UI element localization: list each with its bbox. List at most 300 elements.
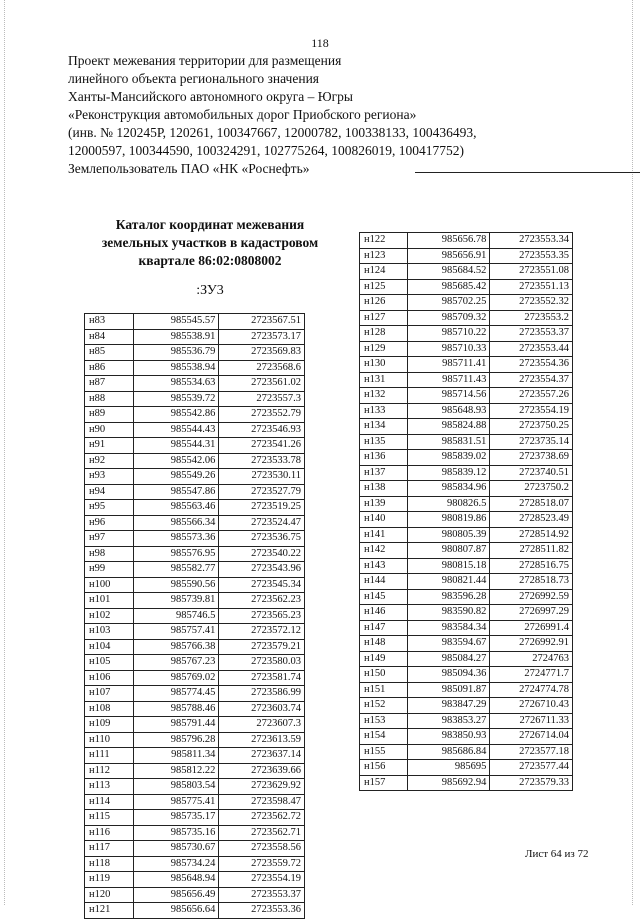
x-coordinate-cell: 985735.16 (134, 825, 219, 841)
table-row (360, 620, 573, 636)
table-row (360, 372, 573, 388)
y-coordinate-cell: 2723546.93 (219, 422, 305, 438)
x-coordinate-cell: 985648.93 (408, 403, 490, 419)
point-id-cell: н132 (360, 388, 408, 404)
table-row (360, 543, 573, 559)
point-id-cell: н139 (360, 496, 408, 512)
y-coordinate-cell: 2723586.99 (219, 686, 305, 702)
catalog-title (60, 216, 360, 270)
x-coordinate-cell: 985746.5 (134, 608, 219, 624)
point-id-cell: н126 (360, 295, 408, 311)
x-coordinate-cell: 985714.56 (408, 388, 490, 404)
x-coordinate-cell: 985831.51 (408, 434, 490, 450)
y-coordinate-cell: 2723573.17 (219, 329, 305, 345)
y-coordinate-cell: 2723536.75 (219, 531, 305, 547)
table-row (85, 748, 305, 764)
table-row (85, 639, 305, 655)
x-coordinate-cell: 983853.27 (408, 713, 490, 729)
point-id-cell: н84 (85, 329, 134, 345)
y-coordinate-cell: 2723561.02 (219, 376, 305, 392)
table-row (360, 326, 573, 342)
table-row (360, 248, 573, 264)
y-coordinate-cell: 2723738.69 (490, 450, 573, 466)
x-coordinate-cell: 980819.86 (408, 512, 490, 528)
point-id-cell: н92 (85, 453, 134, 469)
y-coordinate-cell: 2728514.92 (490, 527, 573, 543)
y-coordinate-cell: 2723603.74 (219, 701, 305, 717)
y-coordinate-cell: 2723551.08 (490, 264, 573, 280)
y-coordinate-cell: 2723552.32 (490, 295, 573, 311)
point-id-cell: н133 (360, 403, 408, 419)
x-coordinate-cell: 985538.91 (134, 329, 219, 345)
x-coordinate-cell: 985735.17 (134, 810, 219, 826)
point-id-cell: н147 (360, 620, 408, 636)
table-row (85, 732, 305, 748)
y-coordinate-cell: 2723568.6 (219, 360, 305, 376)
x-coordinate-cell: 985710.33 (408, 341, 490, 357)
x-coordinate-cell: 985803.54 (134, 779, 219, 795)
point-id-cell: н89 (85, 407, 134, 423)
y-coordinate-cell: 2723580.03 (219, 655, 305, 671)
catalog-title-line: земельных участков в кадастровом (101, 235, 319, 250)
x-coordinate-cell: 985824.88 (408, 419, 490, 435)
point-id-cell: н90 (85, 422, 134, 438)
x-coordinate-cell: 985536.79 (134, 345, 219, 361)
table-row (85, 531, 305, 547)
y-coordinate-cell: 2723581.74 (219, 670, 305, 686)
x-coordinate-cell: 985775.41 (134, 794, 219, 810)
x-coordinate-cell: 985811.34 (134, 748, 219, 764)
table-row (360, 295, 573, 311)
x-coordinate-cell: 985730.67 (134, 841, 219, 857)
table-row (85, 500, 305, 516)
x-coordinate-cell: 983850.93 (408, 729, 490, 745)
x-coordinate-cell: 983594.67 (408, 636, 490, 652)
point-id-cell: н118 (85, 856, 134, 872)
x-coordinate-cell: 985547.86 (134, 484, 219, 500)
y-coordinate-cell: 2723553.37 (490, 326, 573, 342)
y-coordinate-cell: 2723629.92 (219, 779, 305, 795)
point-id-cell: н97 (85, 531, 134, 547)
point-id-cell: н104 (85, 639, 134, 655)
point-id-cell: н128 (360, 326, 408, 342)
point-id-cell: н114 (85, 794, 134, 810)
x-coordinate-cell: 985656.64 (134, 903, 219, 919)
x-coordinate-cell: 985791.44 (134, 717, 219, 733)
table-row (360, 434, 573, 450)
y-coordinate-cell: 2723554.36 (490, 357, 573, 373)
table-row (85, 360, 305, 376)
coordinates-table-right (359, 232, 573, 791)
point-id-cell: н157 (360, 775, 408, 791)
x-coordinate-cell: 985711.43 (408, 372, 490, 388)
point-id-cell: н129 (360, 341, 408, 357)
table-row (85, 562, 305, 578)
table-row (360, 450, 573, 466)
table-row (360, 589, 573, 605)
y-coordinate-cell: 2728511.82 (490, 543, 573, 559)
table-row (360, 744, 573, 760)
x-coordinate-cell: 985710.22 (408, 326, 490, 342)
table-row (85, 763, 305, 779)
y-coordinate-cell: 2723530.11 (219, 469, 305, 485)
table-row (85, 593, 305, 609)
y-coordinate-cell: 2723569.83 (219, 345, 305, 361)
header-line: линейного объекта регионального значения (68, 71, 320, 86)
table-row (360, 419, 573, 435)
point-id-cell: н148 (360, 636, 408, 652)
x-coordinate-cell: 985538.94 (134, 360, 219, 376)
x-coordinate-cell: 980826.5 (408, 496, 490, 512)
table-row (360, 682, 573, 698)
point-id-cell: н144 (360, 574, 408, 590)
y-coordinate-cell: 2723558.56 (219, 841, 305, 857)
x-coordinate-cell: 985534.63 (134, 376, 219, 392)
y-coordinate-cell: 2723557.26 (490, 388, 573, 404)
x-coordinate-cell: 985684.52 (408, 264, 490, 280)
x-coordinate-cell: 985563.46 (134, 500, 219, 516)
header-underline (415, 172, 640, 173)
header-line: «Реконструкция автомобильных дорог Приобского региона» (68, 107, 417, 122)
x-coordinate-cell: 985739.81 (134, 593, 219, 609)
point-id-cell: н124 (360, 264, 408, 280)
y-coordinate-cell: 2728516.75 (490, 558, 573, 574)
y-coordinate-cell: 2726992.91 (490, 636, 573, 652)
point-id-cell: н150 (360, 667, 408, 683)
y-coordinate-cell: 2723740.51 (490, 465, 573, 481)
table-row (85, 841, 305, 857)
table-row (360, 574, 573, 590)
x-coordinate-cell: 985834.96 (408, 481, 490, 497)
x-coordinate-cell: 985796.28 (134, 732, 219, 748)
point-id-cell: н146 (360, 605, 408, 621)
table-row (360, 698, 573, 714)
x-coordinate-cell: 985656.78 (408, 233, 490, 249)
x-coordinate-cell: 985692.94 (408, 775, 490, 791)
x-coordinate-cell: 985767.23 (134, 655, 219, 671)
x-coordinate-cell: 983584.34 (408, 620, 490, 636)
table-row (85, 329, 305, 345)
point-id-cell: н93 (85, 469, 134, 485)
y-coordinate-cell: 2723553.2 (490, 310, 573, 326)
x-coordinate-cell: 985774.45 (134, 686, 219, 702)
x-coordinate-cell: 985084.27 (408, 651, 490, 667)
y-coordinate-cell: 2728518.07 (490, 496, 573, 512)
y-coordinate-cell: 2723562.72 (219, 810, 305, 826)
point-id-cell: н116 (85, 825, 134, 841)
y-coordinate-cell: 2723579.21 (219, 639, 305, 655)
catalog-title-line: квартале 86:02:0808002 (138, 253, 282, 268)
point-id-cell: н134 (360, 419, 408, 435)
table-row (85, 701, 305, 717)
y-coordinate-cell: 2723554.19 (490, 403, 573, 419)
y-coordinate-cell: 2723543.96 (219, 562, 305, 578)
point-id-cell: н138 (360, 481, 408, 497)
x-coordinate-cell: 983847.29 (408, 698, 490, 714)
point-id-cell: н117 (85, 841, 134, 857)
point-id-cell: н94 (85, 484, 134, 500)
point-id-cell: н100 (85, 577, 134, 593)
point-id-cell: н115 (85, 810, 134, 826)
point-id-cell: н103 (85, 624, 134, 640)
point-id-cell: н108 (85, 701, 134, 717)
coordinates-table-left (84, 313, 305, 919)
table-row (85, 546, 305, 562)
x-coordinate-cell: 985685.42 (408, 279, 490, 295)
y-coordinate-cell: 2724774.78 (490, 682, 573, 698)
point-id-cell: н99 (85, 562, 134, 578)
x-coordinate-cell: 985648.94 (134, 872, 219, 888)
table-row (360, 481, 573, 497)
y-coordinate-cell: 2723553.36 (219, 903, 305, 919)
table-row (360, 403, 573, 419)
y-coordinate-cell: 2723562.71 (219, 825, 305, 841)
y-coordinate-cell: 2723750.2 (490, 481, 573, 497)
point-id-cell: н125 (360, 279, 408, 295)
point-id-cell: н105 (85, 655, 134, 671)
table-row (85, 655, 305, 671)
point-id-cell: н131 (360, 372, 408, 388)
table-row (85, 872, 305, 888)
point-id-cell: н145 (360, 589, 408, 605)
point-id-cell: н83 (85, 314, 134, 330)
point-id-cell: н121 (85, 903, 134, 919)
table-row (85, 314, 305, 330)
x-coordinate-cell: 985766.38 (134, 639, 219, 655)
y-coordinate-cell: 2723735.14 (490, 434, 573, 450)
x-coordinate-cell: 980805.39 (408, 527, 490, 543)
y-coordinate-cell: 2723607.3 (219, 717, 305, 733)
table-row (360, 667, 573, 683)
y-coordinate-cell: 2723533.78 (219, 453, 305, 469)
point-id-cell: н85 (85, 345, 134, 361)
x-coordinate-cell: 985656.91 (408, 248, 490, 264)
point-id-cell: н95 (85, 500, 134, 516)
y-coordinate-cell: 2723554.19 (219, 872, 305, 888)
y-coordinate-cell: 2723637.14 (219, 748, 305, 764)
y-coordinate-cell: 2724771.7 (490, 667, 573, 683)
point-id-cell: н109 (85, 717, 134, 733)
x-coordinate-cell: 983596.28 (408, 589, 490, 605)
y-coordinate-cell: 2726710.43 (490, 698, 573, 714)
header-line: Проект межевания территории для размещения (68, 53, 342, 68)
x-coordinate-cell: 985686.84 (408, 744, 490, 760)
table-row (85, 887, 305, 903)
table-row (85, 345, 305, 361)
point-id-cell: н153 (360, 713, 408, 729)
catalog-title-line: Каталог координат межевания (115, 217, 305, 232)
table-row (85, 453, 305, 469)
point-id-cell: н154 (360, 729, 408, 745)
table-row (85, 717, 305, 733)
point-id-cell: н88 (85, 391, 134, 407)
point-id-cell: н130 (360, 357, 408, 373)
table-row (85, 825, 305, 841)
table-row (360, 341, 573, 357)
table-row (85, 422, 305, 438)
y-coordinate-cell: 2723613.59 (219, 732, 305, 748)
y-coordinate-cell: 2723519.25 (219, 500, 305, 516)
table-row (360, 512, 573, 528)
point-id-cell: н112 (85, 763, 134, 779)
x-coordinate-cell: 985542.86 (134, 407, 219, 423)
x-coordinate-cell: 985544.31 (134, 438, 219, 454)
x-coordinate-cell: 985590.56 (134, 577, 219, 593)
point-id-cell: н155 (360, 744, 408, 760)
header-line: (инв. № 120245Р, 120261, 100347667, 12000782, 100338133, 100436493, (68, 125, 477, 140)
point-id-cell: н119 (85, 872, 134, 888)
table-row (360, 527, 573, 543)
point-id-cell: н101 (85, 593, 134, 609)
y-coordinate-cell: 2723553.34 (490, 233, 573, 249)
x-coordinate-cell: 985094.36 (408, 667, 490, 683)
x-coordinate-cell: 985544.43 (134, 422, 219, 438)
point-id-cell: н122 (360, 233, 408, 249)
y-coordinate-cell: 2723567.51 (219, 314, 305, 330)
y-coordinate-cell: 2723552.79 (219, 407, 305, 423)
table-row (360, 465, 573, 481)
x-coordinate-cell: 985539.72 (134, 391, 219, 407)
sheet-footer: Лист 64 из 72 (525, 848, 589, 860)
header-line: 12000597, 100344590, 100324291, 102775264, 100826019, 100417752) (68, 143, 464, 158)
point-id-cell: н141 (360, 527, 408, 543)
y-coordinate-cell: 2723565.23 (219, 608, 305, 624)
table-row (85, 856, 305, 872)
table-row (360, 357, 573, 373)
table-row (85, 686, 305, 702)
point-id-cell: н151 (360, 682, 408, 698)
y-coordinate-cell: 2723572.12 (219, 624, 305, 640)
table-row (85, 794, 305, 810)
point-id-cell: н120 (85, 887, 134, 903)
table-row (85, 515, 305, 531)
x-coordinate-cell: 985709.32 (408, 310, 490, 326)
table-row (85, 484, 305, 500)
point-id-cell: н136 (360, 450, 408, 466)
zone-label: :ЗУ3 (196, 283, 224, 298)
point-id-cell: н142 (360, 543, 408, 559)
y-coordinate-cell: 2723541.26 (219, 438, 305, 454)
point-id-cell: н127 (360, 310, 408, 326)
table-row (85, 608, 305, 624)
point-id-cell: н152 (360, 698, 408, 714)
y-coordinate-cell: 2726992.59 (490, 589, 573, 605)
y-coordinate-cell: 2723557.3 (219, 391, 305, 407)
y-coordinate-cell: 2726991.4 (490, 620, 573, 636)
table-row (85, 670, 305, 686)
y-coordinate-cell: 2723579.33 (490, 775, 573, 791)
point-id-cell: н96 (85, 515, 134, 531)
table-row (360, 388, 573, 404)
y-coordinate-cell: 2723639.66 (219, 763, 305, 779)
x-coordinate-cell: 985091.87 (408, 682, 490, 698)
table-row (85, 577, 305, 593)
x-coordinate-cell: 985549.26 (134, 469, 219, 485)
x-coordinate-cell: 980807.87 (408, 543, 490, 559)
table-row (360, 651, 573, 667)
y-coordinate-cell: 2723598.47 (219, 794, 305, 810)
x-coordinate-cell: 985566.34 (134, 515, 219, 531)
point-id-cell: н113 (85, 779, 134, 795)
y-coordinate-cell: 2726714.04 (490, 729, 573, 745)
point-id-cell: н135 (360, 434, 408, 450)
x-coordinate-cell: 985839.02 (408, 450, 490, 466)
table-row (360, 605, 573, 621)
point-id-cell: н137 (360, 465, 408, 481)
page-number: 118 (311, 36, 329, 50)
point-id-cell: н87 (85, 376, 134, 392)
table-row (85, 376, 305, 392)
land-user-line: Землепользователь ПАО «НК «Роснефть» (68, 161, 310, 176)
x-coordinate-cell: 980821.44 (408, 574, 490, 590)
table-row (85, 810, 305, 826)
table-row (360, 636, 573, 652)
document-header (68, 52, 588, 178)
point-id-cell: н106 (85, 670, 134, 686)
table-row (85, 469, 305, 485)
y-coordinate-cell: 2728518.73 (490, 574, 573, 590)
point-id-cell: н102 (85, 608, 134, 624)
x-coordinate-cell: 985582.77 (134, 562, 219, 578)
y-coordinate-cell: 2723553.35 (490, 248, 573, 264)
x-coordinate-cell: 985788.46 (134, 701, 219, 717)
y-coordinate-cell: 2723554.37 (490, 372, 573, 388)
point-id-cell: н123 (360, 248, 408, 264)
x-coordinate-cell: 985576.95 (134, 546, 219, 562)
y-coordinate-cell: 2723527.79 (219, 484, 305, 500)
table-row (85, 624, 305, 640)
table-row (360, 729, 573, 745)
table-row (85, 438, 305, 454)
x-coordinate-cell: 985757.41 (134, 624, 219, 640)
y-coordinate-cell: 2723577.18 (490, 744, 573, 760)
point-id-cell: н91 (85, 438, 134, 454)
table-row (360, 558, 573, 574)
right-margin-mark (632, 0, 633, 905)
x-coordinate-cell: 985734.24 (134, 856, 219, 872)
y-coordinate-cell: 2723553.44 (490, 341, 573, 357)
y-coordinate-cell: 2723559.72 (219, 856, 305, 872)
point-id-cell: н86 (85, 360, 134, 376)
point-id-cell: н140 (360, 512, 408, 528)
point-id-cell: н149 (360, 651, 408, 667)
table-row (360, 496, 573, 512)
table-row (360, 760, 573, 776)
x-coordinate-cell: 980815.18 (408, 558, 490, 574)
table-row (360, 264, 573, 280)
left-margin-mark (4, 0, 5, 905)
point-id-cell: н98 (85, 546, 134, 562)
table-row (85, 779, 305, 795)
table-row (360, 713, 573, 729)
point-id-cell: н110 (85, 732, 134, 748)
x-coordinate-cell: 985656.49 (134, 887, 219, 903)
table-row (85, 391, 305, 407)
point-id-cell: н143 (360, 558, 408, 574)
x-coordinate-cell: 985545.57 (134, 314, 219, 330)
y-coordinate-cell: 2723524.47 (219, 515, 305, 531)
y-coordinate-cell: 2724763 (490, 651, 573, 667)
x-coordinate-cell: 985542.06 (134, 453, 219, 469)
point-id-cell: н111 (85, 748, 134, 764)
y-coordinate-cell: 2723750.25 (490, 419, 573, 435)
x-coordinate-cell: 985573.36 (134, 531, 219, 547)
x-coordinate-cell: 985812.22 (134, 763, 219, 779)
x-coordinate-cell: 985769.02 (134, 670, 219, 686)
point-id-cell: н107 (85, 686, 134, 702)
y-coordinate-cell: 2726997.29 (490, 605, 573, 621)
y-coordinate-cell: 2723553.37 (219, 887, 305, 903)
